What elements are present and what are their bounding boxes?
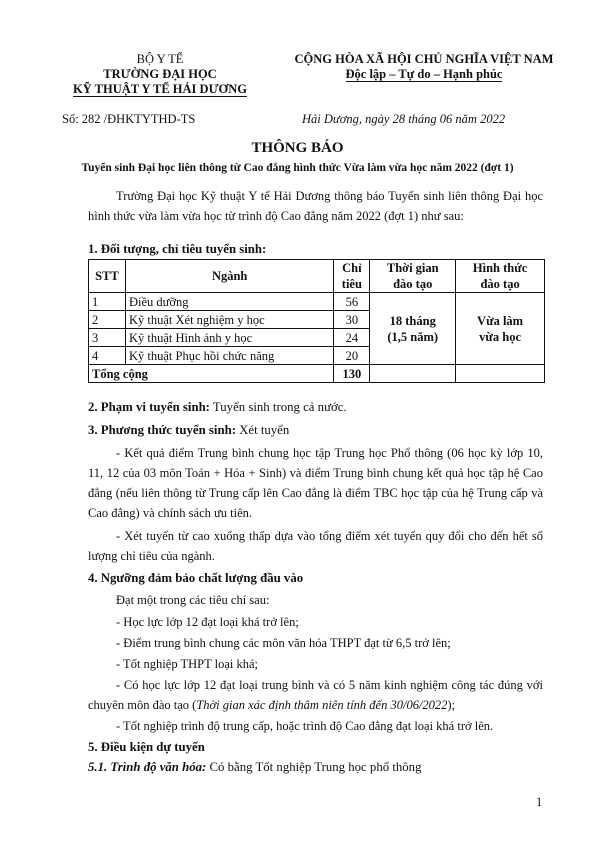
header-duration-line1: Thời gian — [386, 261, 439, 275]
row-stt: 2 — [89, 311, 126, 329]
document-title: THÔNG BÁO — [251, 140, 344, 156]
section5-sub — [88, 758, 421, 776]
total-empty-1 — [370, 365, 456, 383]
admission-quota-table — [88, 259, 545, 383]
section3-paragraph-1: - Kết quả điểm Trung bình chung học tập Trung học Phổ thông (06 học kỳ lớp 10, 11, 12 của 03 môn Toán + Hóa + Sinh) và điểm Trung bình chung kết quả học tập hệ Cao đẳng (nếu liên thông từ Trung cấp lên Cao đẳng là điểm TBC học tập của hệ Trung cấp và Cao đẳng) và chính sách ưu tiên. — [88, 446, 543, 520]
total-value: 130 — [334, 365, 370, 383]
school-name-line2 — [60, 82, 260, 97]
header-duration — [370, 260, 456, 293]
section1-heading: 1. Đối tượng, chỉ tiêu tuyển sinh: — [88, 242, 267, 256]
section2-text: Tuyển sinh trong cả nước. — [212, 400, 347, 414]
total-label: Tổng cộng — [89, 365, 334, 383]
reference-number: Số: 282 /ĐHKTYTHD-TS — [62, 112, 196, 126]
section4-lead: Đạt một trong các tiêu chí sau: — [116, 593, 270, 607]
section5-heading: 5. Điều kiện dự tuyển — [88, 740, 205, 754]
row-major: Kỹ thuật Xét nghiệm y học — [125, 311, 333, 329]
ministry-name: BỘ Y TẾ — [136, 52, 184, 66]
header-stt: STT — [89, 260, 126, 293]
row-stt: 3 — [89, 329, 126, 347]
form-line1: Vừa làm — [477, 313, 524, 328]
section3-heading: 3. Phương thức tuyển sinh: — [88, 423, 236, 437]
motto-text: Độc lập – Tự do – Hạnh phúc — [345, 67, 503, 81]
row-quota: 20 — [334, 347, 370, 365]
row-major: Kỹ thuật Phục hồi chức năng — [125, 347, 333, 365]
section2 — [88, 398, 347, 416]
section4-item-4-italic: Thời gian xác định thâm niên tính đến 30/06/2022 — [196, 698, 448, 712]
duration-line1: 18 tháng — [389, 313, 436, 328]
section3-text: Xét tuyển — [239, 423, 290, 437]
issuer-block — [60, 52, 260, 97]
duration-line2: (1,5 năm) — [387, 329, 439, 344]
row-major: Điều dưỡng — [125, 293, 333, 311]
header-form — [456, 260, 545, 293]
section4-item-1: - Học lực lớp 12 đạt loại khá trở lên; — [116, 615, 299, 629]
issue-date: Hải Dương, ngày 28 tháng 06 năm 2022 — [302, 112, 506, 126]
header-form-line1: Hình thức — [472, 261, 528, 275]
row-quota: 30 — [334, 311, 370, 329]
row-stt: 4 — [89, 347, 126, 365]
school-name-line2-text: KỸ THUẬT Y TẾ HẢI DƯƠNG — [73, 82, 247, 96]
row-major: Kỹ thuật Hình ảnh y học — [125, 329, 333, 347]
section4-item-4-main: - Có học lực lớp 12 đạt loại trung bình và có 5 năm kinh nghiệm công tác đúng với chuyên môn đào tạo ( — [88, 678, 543, 712]
section4-item-2: - Điểm trung bình chung các môn văn hóa THPT đạt từ 6,5 trở lên; — [116, 636, 451, 650]
row-stt: 1 — [89, 293, 126, 311]
row-quota: 24 — [334, 329, 370, 347]
header-duration-line2: đào tạo — [393, 277, 433, 291]
section4-item-5: - Tốt nghiệp trình độ trung cấp, hoặc trình độ Cao đẳng đạt loại khá trở lên. — [116, 719, 494, 733]
section5-sub-heading: 5.1. Trình độ văn hóa: — [88, 760, 207, 774]
header-quota-line1: Chỉ — [342, 261, 362, 275]
header-quota-line2: tiêu — [341, 277, 362, 291]
section4-item-4-end: ); — [447, 698, 456, 712]
section5-sub-text: Có bằng Tốt nghiệp Trung học phổ thông — [209, 760, 422, 774]
table-total-row — [89, 365, 545, 383]
table-row — [89, 293, 545, 311]
page-number: 1 — [536, 795, 543, 809]
intro-paragraph: Trường Đại học Kỹ thuật Y tế Hải Dương thông báo Tuyển sinh liên thông Đại học hình thức vừa làm vừa học từ trình độ Cao đẳng năm 2022 (đợt 1) như sau: — [88, 189, 543, 223]
header-form-line2: đào tạo — [480, 277, 520, 291]
national-block — [280, 52, 568, 82]
table-header-row — [89, 260, 545, 293]
section3-paragraph-2: - Xét tuyển từ cao xuống thấp dựa vào tổng điểm xét tuyển quy đổi cho đến hết số lượng chỉ tiêu của ngành. — [88, 529, 543, 563]
section2-heading: 2. Phạm vi tuyển sinh: — [88, 400, 210, 414]
school-name-line1: TRƯỜNG ĐẠI HỌC — [103, 67, 217, 81]
document-subtitle: Tuyển sinh Đại học liên thông từ Cao đẳng hình thức Vừa làm vừa học năm 2022 (đợt 1) — [81, 162, 514, 174]
section4-item-4 — [88, 675, 543, 715]
header-quota — [334, 260, 370, 293]
motto — [280, 67, 568, 82]
form-cell — [456, 293, 545, 365]
header-major: Ngành — [125, 260, 333, 293]
form-line2: vừa học — [479, 329, 522, 344]
section3 — [88, 421, 289, 439]
section4-heading: 4. Ngưỡng đảm bảo chất lượng đầu vào — [88, 571, 304, 585]
republic-name: CỘNG HÒA XÃ HỘI CHỦ NGHĨA VIỆT NAM — [294, 52, 554, 66]
total-empty-2 — [456, 365, 545, 383]
duration-cell — [370, 293, 456, 365]
row-quota: 56 — [334, 293, 370, 311]
section4-item-3: - Tốt nghiệp THPT loại khá; — [116, 657, 259, 671]
